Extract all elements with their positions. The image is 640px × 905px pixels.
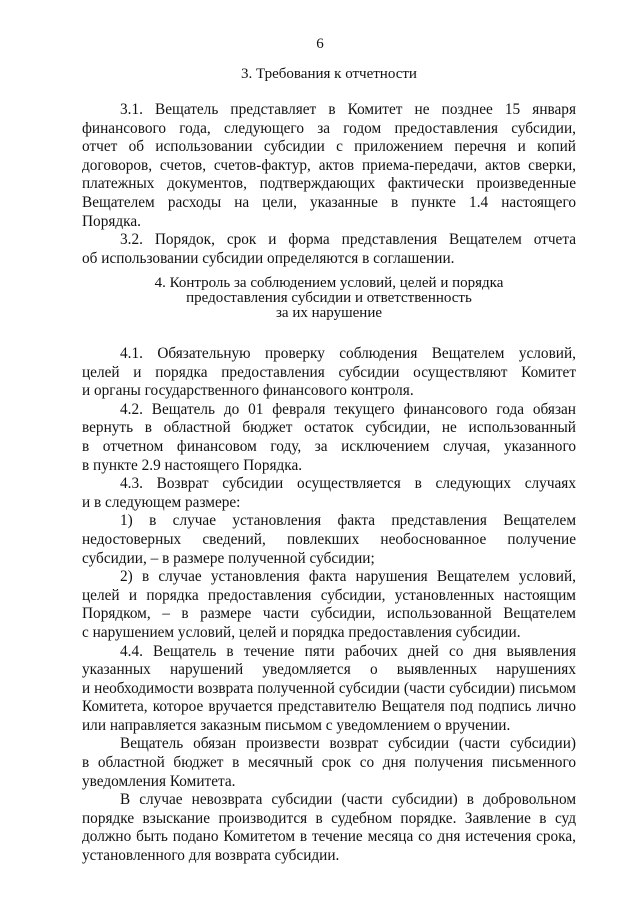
text-line: в пункте 2.9 настоящего Порядка. bbox=[82, 456, 303, 474]
paragraph-4-3-2 bbox=[82, 568, 576, 642]
paragraph-4-3-1 bbox=[82, 512, 576, 568]
section-3-title: 3. Требования к отчетности bbox=[241, 66, 417, 82]
text-line: Вещатель обязан произвести возврат субсидии (части субсидии) bbox=[120, 735, 576, 753]
text-line: отчет об использовании субсидии с приложением перечня и копий bbox=[82, 138, 576, 156]
text-line: 2) в случае установления факта нарушения Вещателем условий, bbox=[120, 568, 576, 586]
text-line: целей и порядка предоставления субсидии, установленных настоящим bbox=[82, 586, 576, 604]
text-line: Порядка. bbox=[82, 212, 141, 230]
paragraph-4-1 bbox=[82, 345, 576, 401]
text-line: финансового года, следующего за годом предоставления субсидии, bbox=[82, 119, 576, 137]
text-line: или направляется заказным письмом с уведомлением о вручении. bbox=[82, 716, 511, 734]
text-line: вернуть в областной бюджет остаток субсидии, не использованный bbox=[82, 419, 576, 437]
section-4-title-line: 4. Контроль за соблюдением условий, целей и порядка bbox=[154, 275, 504, 291]
paragraph-4-4-return bbox=[82, 735, 576, 791]
section-4-title-line: за их нарушение bbox=[275, 305, 383, 321]
text-line: недостоверных сведений, повлекших необоснованное получение bbox=[82, 530, 576, 548]
section-4-title-line: предоставления субсидии и ответственность bbox=[186, 290, 472, 306]
text-line: должно быть подано Комитетом в течение месяца со дня истечения срока, bbox=[82, 828, 576, 846]
paragraph-4-2 bbox=[82, 401, 576, 475]
text-line: установленного для возврата субсидии. bbox=[82, 847, 340, 865]
text-line: уведомления Комитета. bbox=[82, 772, 236, 790]
text-line: 4.4. Вещатель в течение пяти рабочих дней со дня выявления bbox=[120, 642, 576, 660]
text-line: с нарушением условий, целей и порядка предоставления субсидии. bbox=[82, 623, 521, 641]
text-line: в отчетном финансовом году, за исключением случая, указанного bbox=[82, 437, 576, 455]
text-line: Комитета, которое вручается представителю Вещателя под подпись лично bbox=[82, 698, 576, 716]
paragraph-4-4 bbox=[82, 643, 576, 736]
text-line: об использовании субсидии определяются в соглашении. bbox=[82, 249, 455, 267]
text-line: платежных документов, подтверждающих фактически произведенные bbox=[82, 175, 576, 193]
text-line: В случае невозврата субсидии (части субсидии) в добровольном bbox=[120, 791, 576, 809]
section-4 bbox=[82, 276, 576, 866]
text-line: договоров, счетов, счетов-фактур, актов приема-передачи, актов сверки, bbox=[82, 156, 576, 174]
text-line: Вещателем расходы на цели, указанные в пункте 1.4 настоящего bbox=[82, 193, 576, 211]
text-line: и в следующем размере: bbox=[82, 493, 241, 511]
text-line: указанных нарушений уведомляется о выявленных нарушениях bbox=[82, 661, 576, 679]
text-line: 4.3. Возврат субсидии осуществляется в следующих случаях bbox=[120, 475, 576, 493]
text-line: Порядком, – в размере части субсидии, использованной Вещателем bbox=[82, 605, 576, 623]
text-line: 3.2. Порядок, срок и форма представления Вещателем отчета bbox=[120, 231, 576, 249]
text-line: и необходимости возврата полученной субсидии (части субсидии) письмом bbox=[82, 679, 576, 697]
page-number: 6 bbox=[316, 36, 324, 52]
text-line: и органы государственного финансового контроля. bbox=[82, 382, 414, 400]
section-3 bbox=[82, 67, 576, 268]
text-line: целей и порядка предоставления субсидии осуществляют Комитет bbox=[82, 363, 576, 381]
text-line: порядке взыскание производится в судебном порядке. Заявление в суд bbox=[82, 809, 576, 827]
paragraph-3-2 bbox=[82, 231, 576, 268]
paragraph-4-4-court bbox=[82, 791, 576, 865]
paragraph-4-3 bbox=[82, 475, 576, 512]
text-line: в областной бюджет в месячный срок со дня получения письменного bbox=[82, 754, 576, 772]
paragraph-3-1 bbox=[82, 101, 576, 231]
text-line: 3.1. Вещатель представляет в Комитет не позднее 15 января bbox=[120, 101, 576, 118]
section-4-title bbox=[82, 276, 576, 321]
text-line: 4.2. Вещатель до 01 февраля текущего финансового года обязан bbox=[120, 400, 576, 418]
text-line: 1) в случае установления факта представления Вещателем bbox=[120, 512, 576, 530]
text-line: 4.1. Обязательную проверку соблюдения Вещателем условий, bbox=[120, 345, 576, 362]
text-line: субсидии, – в размере полученной субсидии; bbox=[82, 549, 375, 567]
